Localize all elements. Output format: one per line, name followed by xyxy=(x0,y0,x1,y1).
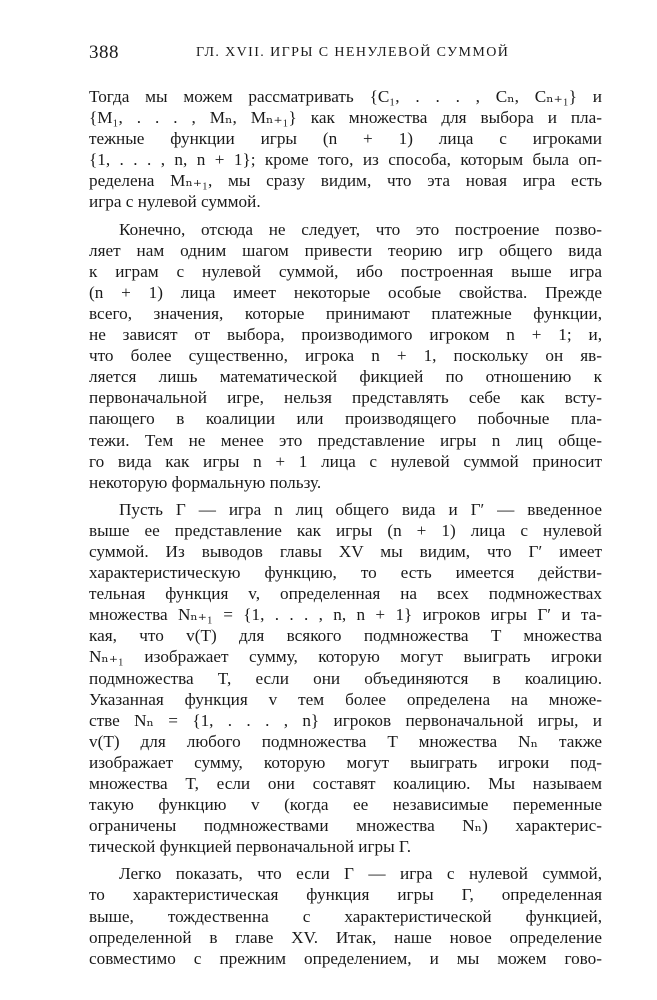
text-line: Конечно, отсюда не следует, что это построение позво- xyxy=(119,219,602,239)
body-text xyxy=(89,86,602,969)
text-line: множества T, если они составят коалицию. Мы называем xyxy=(89,774,602,793)
text-line: Указанная функция v тем более определена на множе- xyxy=(89,689,602,709)
text-line: (n + 1) лица имеет некоторые особые свойства. Прежде xyxy=(89,282,602,302)
text-line: совместимо с прежним определением, и мы можем гово- xyxy=(89,948,602,968)
text-line: {1, . . . , n, n + 1}; кроме того, из способа, которым была оп- xyxy=(89,150,602,170)
text-line: кая, что v(T) для всякого подмножества T множества xyxy=(89,626,602,646)
text-line: го вида как игры n + 1 лица с нулевой суммой приносит xyxy=(89,451,602,471)
text-line: такую функцию v (когда ее независимые переменные xyxy=(89,795,602,815)
text-line: всего, значения, которые принимают платежные функции, xyxy=(89,303,602,323)
paragraph xyxy=(89,219,602,493)
text-line: характеристическую функцию, то есть имеется действи- xyxy=(89,563,602,583)
text-line: Nₙ₊₁ изображает сумму, которую могут выиграть игроки xyxy=(89,647,602,667)
text-line: первоначальной игре, нельзя представлять себе как всту- xyxy=(89,388,602,408)
text-line: ограничены подмножествами множества Nₙ) характерис- xyxy=(89,816,602,836)
text-line: Пусть Γ — игра n лиц общего вида и Γ′ — введенное xyxy=(119,499,602,519)
text-line: стве Nₙ = {1, . . . , n} игроков первоначальной игры, и xyxy=(89,710,602,730)
text-line: v(T) для любого подмножества T множества Nₙ также xyxy=(89,731,602,751)
text-line: суммой. Из выводов главы XV мы видим, что Γ′ имеет xyxy=(89,541,602,561)
text-line: ределена Mₙ₊₁, мы сразу видим, что эта новая игра есть xyxy=(89,171,602,191)
page-number: 388 xyxy=(89,42,119,63)
text-line: подмножества T, если они объединяются в коалицию. xyxy=(89,668,602,688)
text-line: определенной в главе XV. Итак, наше новое определение xyxy=(89,927,602,947)
text-line: тежные функции игры (n + 1) лица с игроками xyxy=(89,129,602,149)
text-line: не зависят от выбора, производимого игроком n + 1; и, xyxy=(89,325,602,345)
text-line: выше, тождественна с характеристической функцией, xyxy=(89,906,602,926)
text-line: {M₁, . . . , Mₙ, Mₙ₊₁} как множества для выбора и пла- xyxy=(89,108,602,128)
text-line: Легко показать, что если Γ — игра с нулевой суммой, xyxy=(119,864,602,884)
text-line: Тогда мы можем рассматривать {C₁, . . . , Cₙ, Cₙ₊₁} и xyxy=(89,87,602,106)
text-line: к играм с нулевой суммой, ибо построенная выше игра xyxy=(89,261,602,281)
paragraph xyxy=(89,863,602,968)
text-line: то характеристическая функция игры Γ, определенная xyxy=(89,885,602,905)
text-line: что более существенно, игрока n + 1, поскольку он яв- xyxy=(89,346,602,366)
text-line: ляет нам одним шагом привести теорию игр общего вида xyxy=(89,240,602,260)
text-line: изображает сумму, которую могут выиграть игроки под- xyxy=(89,752,602,772)
page-header xyxy=(89,40,601,66)
text-line: тельная функция v, определенная на всех подмножествах xyxy=(89,584,602,604)
text-line: некоторую формальную пользу. xyxy=(89,472,322,492)
text-line: множества Nₙ₊₁ = {1, . . . , n, n + 1} игроков игры Γ′ и та- xyxy=(89,605,602,625)
running-head: ГЛ. XVII. ИГРЫ С НЕНУЛЕВОЙ СУММОЙ xyxy=(196,45,510,60)
paragraph xyxy=(89,499,602,858)
text-line: выше ее представление как игры (n + 1) лица с нулевой xyxy=(89,520,602,540)
paragraph xyxy=(89,86,602,213)
text-line: тежи. Тем не менее это представление игры n лиц обще- xyxy=(89,430,602,450)
text-line: пающего в коалиции или производящего побочные пла- xyxy=(89,409,602,429)
text-line: ляется лишь математической фикцией по отношению к xyxy=(89,367,602,387)
text-line: тической функцией первоначальной игры Γ. xyxy=(89,837,412,857)
text-line: игра с нулевой суммой. xyxy=(89,192,261,212)
